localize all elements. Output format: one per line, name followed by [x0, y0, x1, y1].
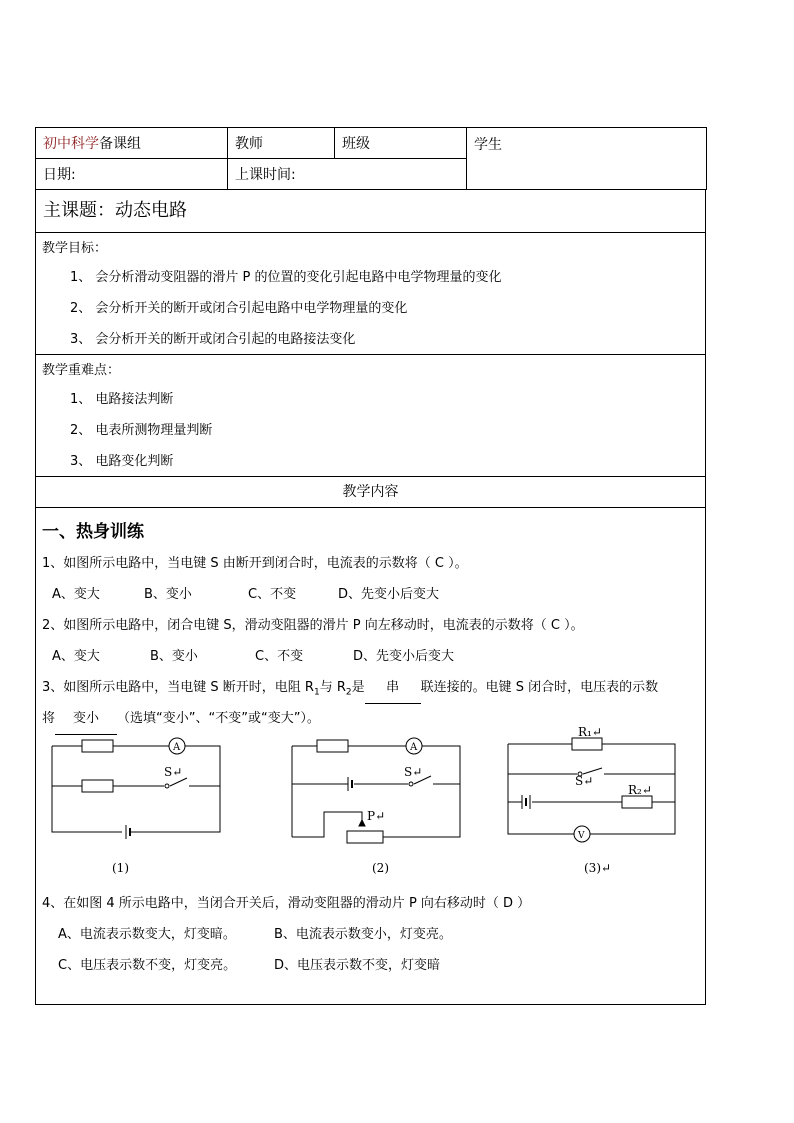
question-4-options-row-1 [42, 919, 705, 950]
teacher-cell: 教师 [228, 128, 335, 159]
q3-text: 与 R [319, 680, 346, 695]
resistor [622, 796, 652, 808]
objectives-section [35, 233, 706, 355]
option: C、不变 [255, 649, 304, 664]
prep-group-cell [36, 128, 228, 159]
figure-label: (3)↵ [584, 861, 612, 875]
class-cell: 班级 [335, 128, 467, 159]
wire [292, 776, 460, 784]
switch-label: S↵ [164, 765, 183, 779]
date-cell: 日期: [36, 159, 228, 190]
switch-pivot [409, 782, 413, 786]
header-table [35, 127, 707, 190]
content-body [35, 508, 706, 1005]
resistor [82, 780, 113, 792]
question-3-line-1 [42, 672, 705, 703]
objective-item: 1、 会分析滑动变阻器的滑片 P 的位置的变化引起电路中电学物理量的变化 [70, 270, 502, 285]
answer-blank: 变小 [55, 703, 117, 735]
question-2: 2、如图所示电路中，闭合电键 S，滑动变阻器的滑片 P 向左移动时，电流表的示数将（ C ）。 [42, 618, 584, 633]
content-heading: 教学内容 [35, 477, 706, 508]
keypoint-item: 3、 电路变化判断 [70, 454, 174, 469]
option: C、不变 [248, 587, 297, 602]
option: B、变小 [144, 587, 192, 602]
resistor-label: R₂↵ [628, 783, 652, 797]
option: D、电压表示数不变，灯变暗 [274, 958, 441, 973]
keypoints-section [35, 355, 706, 477]
option: A、电流表示数变大，灯变暗。 [58, 927, 236, 942]
lesson-plan [35, 127, 706, 1005]
slider-label: P↵ [367, 809, 386, 823]
rheostat [347, 831, 383, 843]
keypoint-item: 1、 电路接法判断 [70, 392, 174, 407]
figure-label: (1) [112, 861, 129, 875]
keypoints-title: 教学重难点： [42, 363, 121, 378]
section-title: 一、热身训练 [42, 522, 144, 542]
objectives-title: 教学目标： [42, 241, 108, 256]
option: C、电压表示数不变，灯变亮。 [58, 958, 237, 973]
switch-pivot [165, 784, 169, 788]
main-topic: 主课题：动态电路 [35, 190, 706, 233]
question-1: 1、如图所示电路中，当电键 S 由断开到闭合时，电流表的示数将（ C ）。 [42, 556, 468, 571]
question-4-options-row-2 [42, 950, 705, 981]
wire [292, 746, 460, 837]
wire [52, 746, 220, 832]
option: D、先变小后变大 [353, 649, 455, 664]
question-3-line-2 [42, 703, 705, 734]
option: B、电流表示数变小，灯变亮。 [274, 927, 452, 942]
slider-arrow-icon [359, 820, 365, 826]
question-2-options [42, 641, 705, 672]
q3-text: （选填“变小”、“不变”或“变大”）。 [117, 711, 320, 726]
subject-brand: 初中科学 [43, 136, 99, 152]
circuit-1 [52, 738, 220, 839]
answer-blank: 串 [365, 672, 421, 704]
group-suffix: 备课组 [99, 136, 141, 152]
q3-text: 将 [42, 711, 56, 726]
resistor-label: R₁↵ [578, 725, 602, 739]
resistor [82, 740, 113, 752]
objective-item: 2、 会分析开关的断开或闭合引起电路中电学物理量的变化 [70, 301, 408, 316]
circuit-2 [292, 738, 460, 843]
option: A、变大 [52, 649, 100, 664]
switch-label: S↵ [404, 765, 423, 779]
question-1-options [42, 579, 705, 610]
option: A、变大 [52, 587, 100, 602]
option: D、先变小后变大 [338, 587, 440, 602]
subscript: 1 [313, 687, 320, 698]
circuit-diagrams [42, 725, 705, 882]
resistor [572, 738, 602, 750]
figure-label: (2) [372, 861, 389, 875]
keypoint-item: 2、 电表所测物理量判断 [70, 423, 213, 438]
class-time-cell: 上课时间: [228, 159, 467, 190]
question-4: 4、在如图 4 所示电路中，当闭合开关后，滑动变阻器的滑动片 P 向右移动时（ D ） [42, 896, 531, 911]
circuit-figures [42, 725, 705, 882]
ammeter-label: A [173, 742, 181, 753]
voltmeter-label: V [578, 831, 585, 841]
q3-text: 是 [351, 680, 365, 695]
q3-text: 3、如图所示电路中，当电键 S 断开时，电阻 R [42, 680, 314, 695]
objective-item: 3、 会分析开关的断开或闭合引起的电路接法变化 [70, 332, 356, 347]
switch-label: S↵ [575, 774, 594, 788]
resistor [317, 740, 348, 752]
ammeter-label: A [410, 742, 418, 753]
wire [52, 778, 220, 786]
option: B、变小 [150, 649, 198, 664]
student-cell: 学生 [467, 128, 707, 190]
subscript: 2 [345, 687, 352, 698]
q3-text: 联连接的。电键 S 闭合时，电压表的示数 [420, 680, 659, 695]
